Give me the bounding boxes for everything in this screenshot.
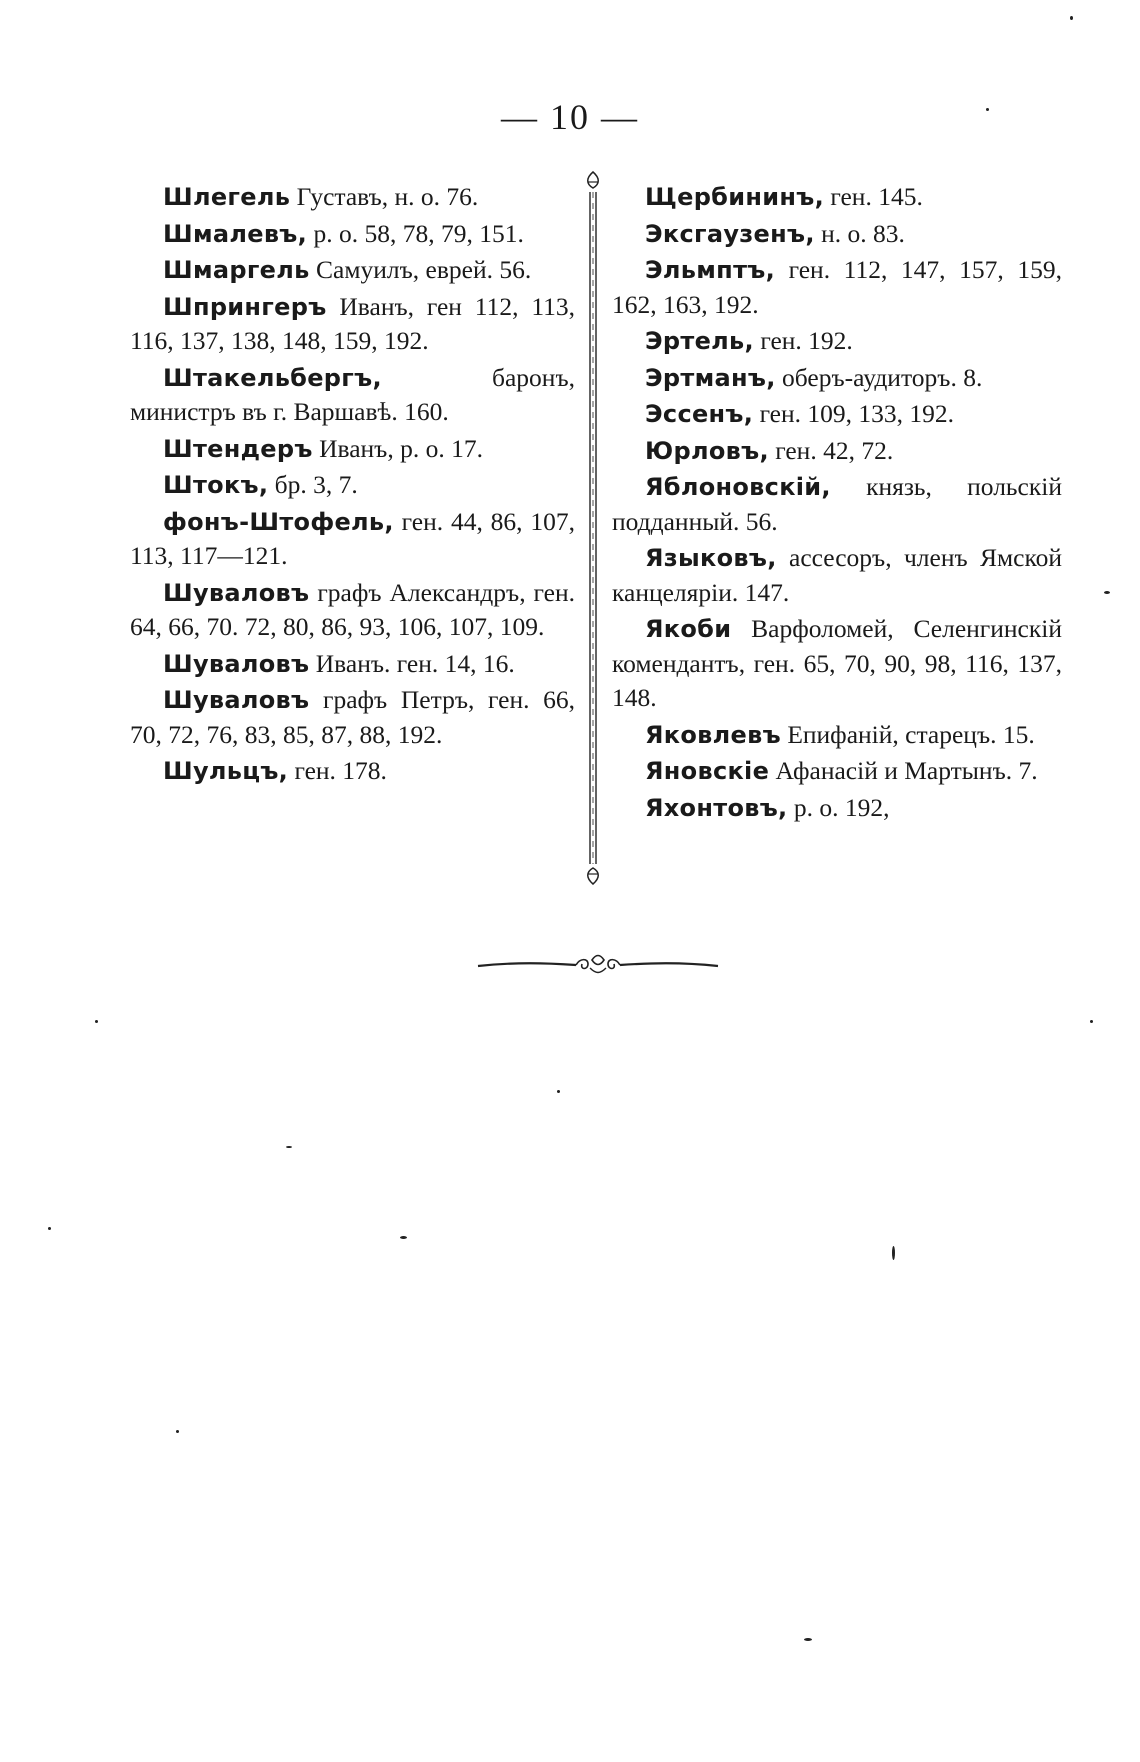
index-entry (612, 718, 1062, 753)
print-speck (1104, 591, 1110, 594)
entry-details: ген. 192. (753, 326, 853, 355)
index-entry (130, 290, 575, 359)
index-entry (130, 754, 575, 789)
print-speck (286, 1146, 292, 1148)
print-speck (48, 1227, 51, 1230)
entry-surname: Языковъ, (645, 544, 777, 572)
tailpiece-ornament (476, 950, 720, 978)
entry-details: графъ Александръ, ген. 64, 66, 70. 72, 80, 86, 93, 106, 107, 109. (130, 577, 575, 641)
index-entry (130, 468, 575, 503)
print-speck (986, 108, 989, 111)
entry-surname: Яновскіе (645, 757, 770, 785)
entry-details: Варфоломей, Селенгинскій комендантъ, ген. 65, 70, 90, 98, 116, 137, 148. (612, 614, 1062, 712)
entry-details: Иванъ, р. о. 17. (312, 433, 483, 463)
entry-surname: Юрловъ, (645, 436, 769, 465)
entry-surname: Эртманъ, (645, 363, 776, 392)
index-entry (130, 180, 575, 215)
entry-surname: Шмалевъ, (163, 219, 308, 248)
index-entry (612, 324, 1062, 359)
print-speck (557, 1090, 560, 1093)
index-entry (612, 397, 1062, 432)
entry-details: ген. 112, 147, 157, 159, 162, 163, 192. (612, 255, 1062, 319)
entry-details: Афанасій и Мартынъ. 7. (769, 756, 1038, 785)
index-column-left (130, 180, 575, 791)
entry-surname: фонъ-Штофель, (163, 507, 394, 536)
column-divider-ornament (582, 168, 604, 888)
entry-details: Густавъ, н. о. 76. (290, 182, 479, 211)
index-entry (612, 612, 1062, 716)
entry-details: ген. 178. (288, 756, 387, 785)
print-speck (176, 1430, 179, 1433)
print-speck (1090, 1020, 1093, 1023)
entry-surname: Штендеръ (163, 434, 313, 463)
entry-details: ассесоръ, членъ Ямской канцеляріи. 147. (612, 543, 1062, 607)
entry-surname: Шпрингеръ (163, 292, 327, 321)
entry-surname: Штакельбергъ, (163, 363, 382, 392)
entry-surname: Яблоновскій, (645, 473, 831, 501)
index-column-right (612, 180, 1062, 827)
print-speck (804, 1638, 812, 1641)
index-entry (130, 217, 575, 252)
index-entry (612, 217, 1062, 252)
entry-details: Самуилъ, еврей. 56. (309, 255, 532, 284)
entry-surname: Щербининъ, (645, 183, 824, 211)
entry-surname: Шуваловъ (163, 649, 310, 678)
entry-details: князь, польскій подданный. 56. (612, 472, 1062, 536)
entry-details: Епифаній, старецъ. 15. (780, 719, 1035, 749)
entry-details: бр. 3, 7. (268, 470, 358, 499)
entry-surname: Эссенъ, (645, 400, 754, 428)
print-speck (95, 1020, 98, 1023)
index-entry (130, 683, 575, 752)
entry-surname: Шульцъ, (163, 757, 289, 785)
index-entry (612, 791, 1062, 826)
index-entry (612, 754, 1062, 789)
entry-surname: Эльмптъ, (645, 256, 776, 284)
index-entry (130, 253, 575, 288)
entry-surname: Эксгаузенъ, (645, 219, 815, 248)
entry-details: Иванъ, ген 112, 113, 116, 137, 138, 148, 159, 192. (130, 291, 575, 355)
entry-surname: Яхонтовъ, (645, 793, 788, 822)
index-entry (130, 647, 575, 682)
print-speck (892, 1246, 895, 1260)
index-entry (130, 576, 575, 645)
entry-details: р. о. 58, 78, 79, 151. (307, 218, 524, 248)
entry-surname: Шуваловъ (163, 578, 310, 607)
print-speck (1070, 16, 1073, 20)
print-speck (400, 1236, 407, 1239)
index-entry (612, 434, 1062, 469)
entry-surname: Штокъ, (163, 471, 269, 499)
entry-surname: Шуваловъ (163, 686, 310, 714)
entry-surname: Шлегель (163, 183, 291, 211)
entry-surname: Эртель, (645, 327, 754, 355)
entry-details: ген. 145. (823, 182, 923, 211)
entry-surname: Якоби (645, 615, 732, 643)
index-entry (612, 470, 1062, 539)
index-entry (612, 180, 1062, 215)
entry-details: баронъ, министръ въ г. Варшавѣ. 160. (130, 362, 575, 426)
entry-details: р. о. 192, (787, 792, 890, 822)
entry-surname: Шмаргель (163, 256, 310, 284)
index-entry (130, 361, 575, 430)
entry-details: Иванъ. ген. 14, 16. (309, 648, 515, 678)
entry-details: ген. 42, 72. (768, 435, 894, 465)
entry-surname: Яковлевъ (645, 720, 781, 749)
entry-details: оберъ-аудиторъ. 8. (775, 362, 983, 392)
page-number: — 10 — (501, 97, 639, 137)
index-entry (130, 432, 575, 467)
index-entry (130, 505, 575, 574)
index-entry (612, 361, 1062, 396)
entry-details: графъ Петръ, ген. 66, 70, 72, 76, 83, 85, 87, 88, 192. (130, 685, 575, 749)
index-entry (612, 253, 1062, 322)
entry-details: н. о. 83. (814, 218, 905, 248)
index-entry (612, 541, 1062, 610)
entry-details: ген. 44, 86, 107, 113, 117—121. (130, 506, 575, 570)
entry-details: ген. 109, 133, 192. (753, 399, 955, 428)
